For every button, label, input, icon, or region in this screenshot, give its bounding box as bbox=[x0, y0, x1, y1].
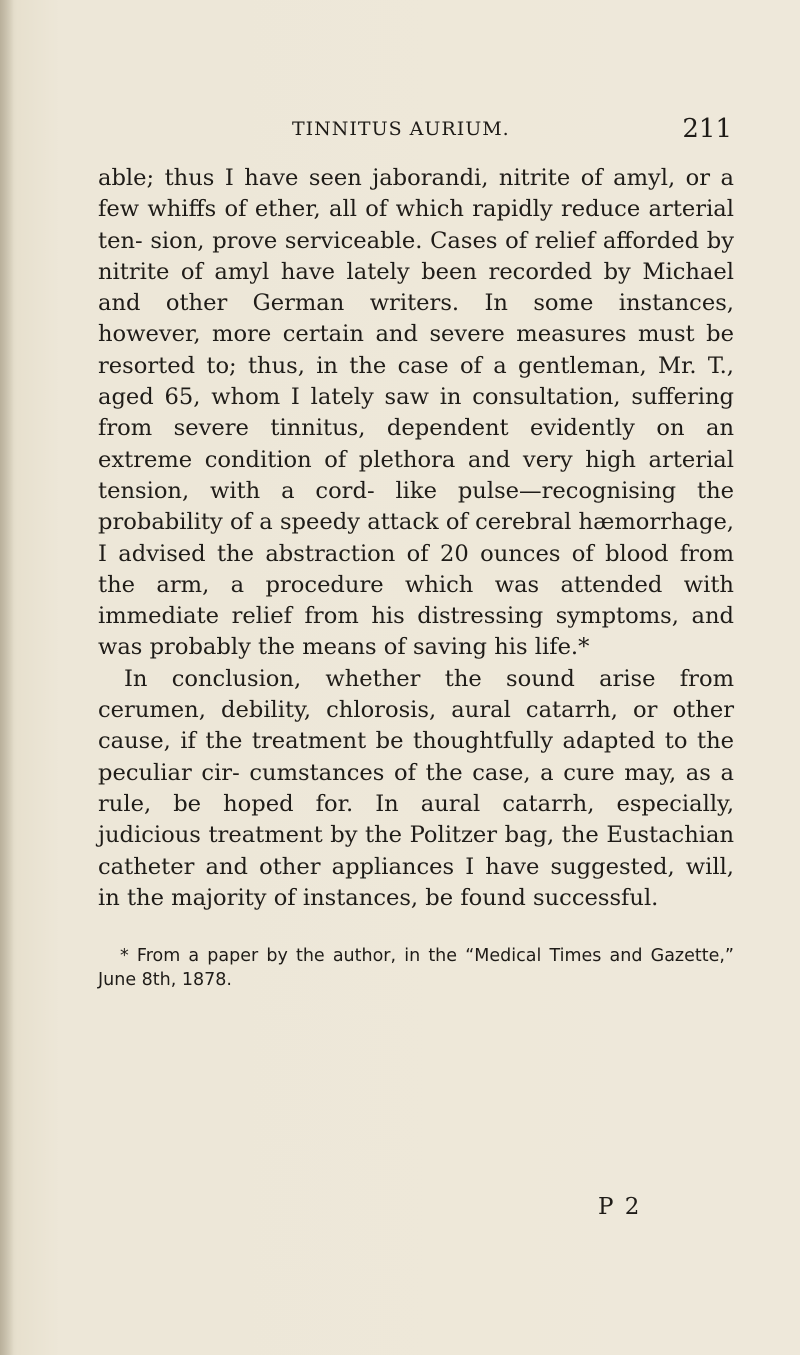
page-header bbox=[292, 114, 732, 148]
signature-mark: P 2 bbox=[598, 1194, 642, 1220]
page-number: 211 bbox=[682, 114, 732, 144]
spine-shadow bbox=[0, 0, 14, 1355]
paragraph: In conclusion, whether the sound arise from cerumen, debility, chlorosis, aural catarrh, or other cause, if the treatment be thoughtfully adapted to the peculiar cir- cumstances of the case, a cure may, as a rule, be hoped for. In aural catarrh, especially, judicious treatment by the Politzer bag, the Eustachian catheter and other appliances I have suggested, will, in the majority of instances, be found successful. bbox=[98, 665, 734, 911]
paragraph: able; thus I have seen jaborandi, nitrite of amyl, or a few whiffs of ether, all of which rapidly reduce arterial ten- sion, prove serviceable. Cases of relief afforded by nitrite of amyl have lately been recorded by Michael and other German writers. In some instances, however, more certain and severe measures must be resorted to; thus, in the case of a gentleman, Mr. T., aged 65, whom I lately saw in consultation, suffering from severe tinnitus, dependent evidently on an extreme condition of plethora and very high arterial tension, with a cord- like pulse—recognising the probability of a speedy attack of cerebral hæmorrhage, I advised the abstraction of 20 ounces of blood from the arm, a procedure which was attended with immediate relief from his distressing symptoms, and was probably the means of saving his life.* bbox=[98, 165, 734, 661]
running-title: TINNITUS AURIUM. bbox=[292, 118, 510, 140]
footnote: * From a paper by the author, in the “Medical Times and Gazette,” June 8th, 1878. bbox=[98, 946, 734, 990]
body-text bbox=[98, 163, 734, 914]
